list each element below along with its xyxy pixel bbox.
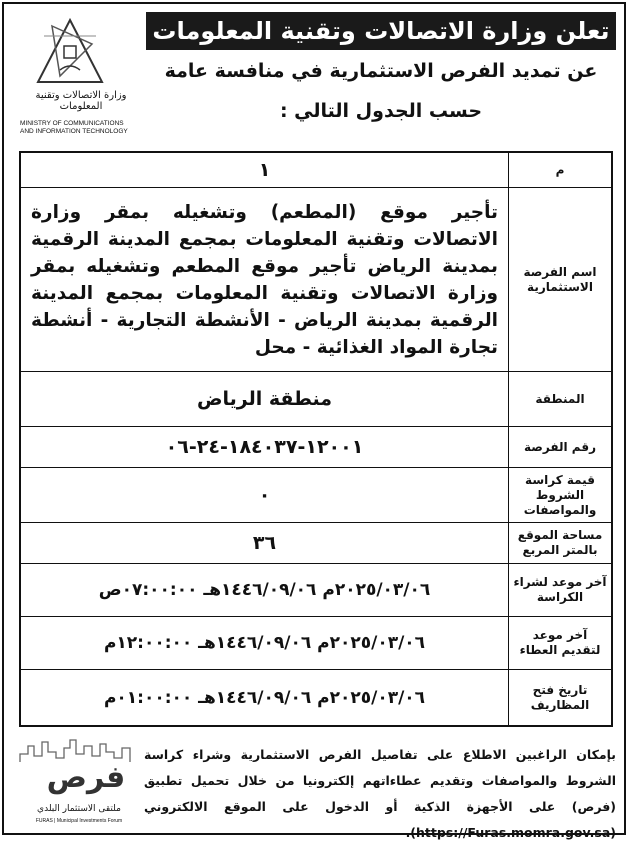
row-value-booklet-price: ٠ (258, 484, 271, 506)
furas-subtitle-ar: ملتقى الاستثمار البلدي (37, 804, 121, 814)
table-row (21, 153, 611, 188)
subtitle-table-intro: حسب الجدول التالي : (279, 100, 483, 122)
ministry-logo (12, 12, 142, 137)
row-label-opportunity-name: اسم الفرصة الاستثمارية (508, 188, 611, 371)
row-value-opportunity-name: تأجير موقع (المطعم) وتشغيله بمقر وزارة الاتصالات وتقنية المعلومات بمجمع المدينة الرقمية بمدينة الرياض تأجير موقع المطعم وتشغيله بمقر وزارة الاتصالات وتقنية المعلومات بمجمع المدينة الرقمية بمدينة الرياض - الأنشطة التجارية - أنشطة تجارة المواد الغذائية - محل (31, 201, 498, 358)
row-label-bid-deadline: آخر موعد لتقديم العطاء (508, 617, 611, 669)
row-value-region: منطقة الرياض (196, 388, 333, 410)
ministry-name-en (20, 120, 142, 136)
row-label-opportunity-number: رقم الفرصة (508, 427, 611, 467)
table-row (21, 617, 611, 670)
opportunity-table (19, 151, 613, 727)
row-label-index: م (508, 153, 611, 187)
row-value-opportunity-number: ١٢٠٠١-١٨٤٠٣٧-٢٤-٠٦ (165, 436, 364, 458)
table-row (21, 468, 611, 523)
furas-logo (14, 734, 144, 834)
row-label-region: المنطقة (508, 372, 611, 426)
table-row (21, 372, 611, 427)
table-row (21, 670, 611, 725)
furas-subtitle-en: FURAS | Municipal Investments Forum (35, 818, 123, 824)
footer-notice: بإمكان الراغبين الاطلاع على تفاصيل الفرص الاستثمارية وشراء كراسة الشروط والمواصفات وتقديم عطاءاتهم إلكترونيا من خلال تحميل تطبيق (فرص) على الأجهزة الذكية أو الدخول على الموقع الالكتروني (https://Furas.momra.gov.sa). (144, 747, 616, 840)
table-row (21, 523, 611, 564)
row-label-site-area: مساحة الموقع بالمتر المربع (508, 523, 611, 563)
row-label-booklet-price: قيمة كراسة الشروط والمواصفات (508, 468, 611, 522)
table-row (21, 427, 611, 468)
ministry-name-ar: وزارة الاتصالات وتقنية المعلومات (35, 90, 127, 112)
row-value-bid-deadline: ٢٠٢٥/٠٣/٠٦م ١٤٤٦/٠٩/٠٦هـ ١٢:٠٠:٠٠م (103, 633, 426, 653)
page-title: تعلن وزارة الاتصالات وتقنية المعلومات (146, 12, 616, 50)
ministry-name-en-line1: MINISTRY OF COMMUNICATIONS (20, 120, 124, 127)
ministry-emblem-icon (30, 16, 110, 88)
row-value-envelope-opening: ٢٠٢٥/٠٣/٠٦م ١٤٤٦/٠٩/٠٦هـ ٠١:٠٠:٠٠م (103, 687, 426, 708)
row-value-index: ١ (258, 159, 271, 181)
row-value-booklet-deadline: ٢٠٢٥/٠٣/٠٦م ١٤٤٦/٠٩/٠٦هـ ٠٧:٠٠:٠٠ص (98, 580, 431, 600)
ministry-name-en-line2: AND INFORMATION TECHNOLOGY (20, 128, 128, 135)
table-row (21, 564, 611, 617)
row-value-site-area: ٣٦ (252, 532, 277, 554)
row-label-envelope-opening: تاريخ فتح المظاريف (508, 670, 611, 725)
subtitle: عن تمديد الفرص الاستثمارية في منافسة عامة (164, 60, 598, 82)
table-row (21, 188, 611, 372)
furas-wordmark: فرص (46, 760, 126, 795)
header (4, 4, 624, 144)
row-label-booklet-deadline: آخر موعد لشراء الكراسة (508, 564, 611, 616)
advertisement-frame (2, 2, 626, 840)
